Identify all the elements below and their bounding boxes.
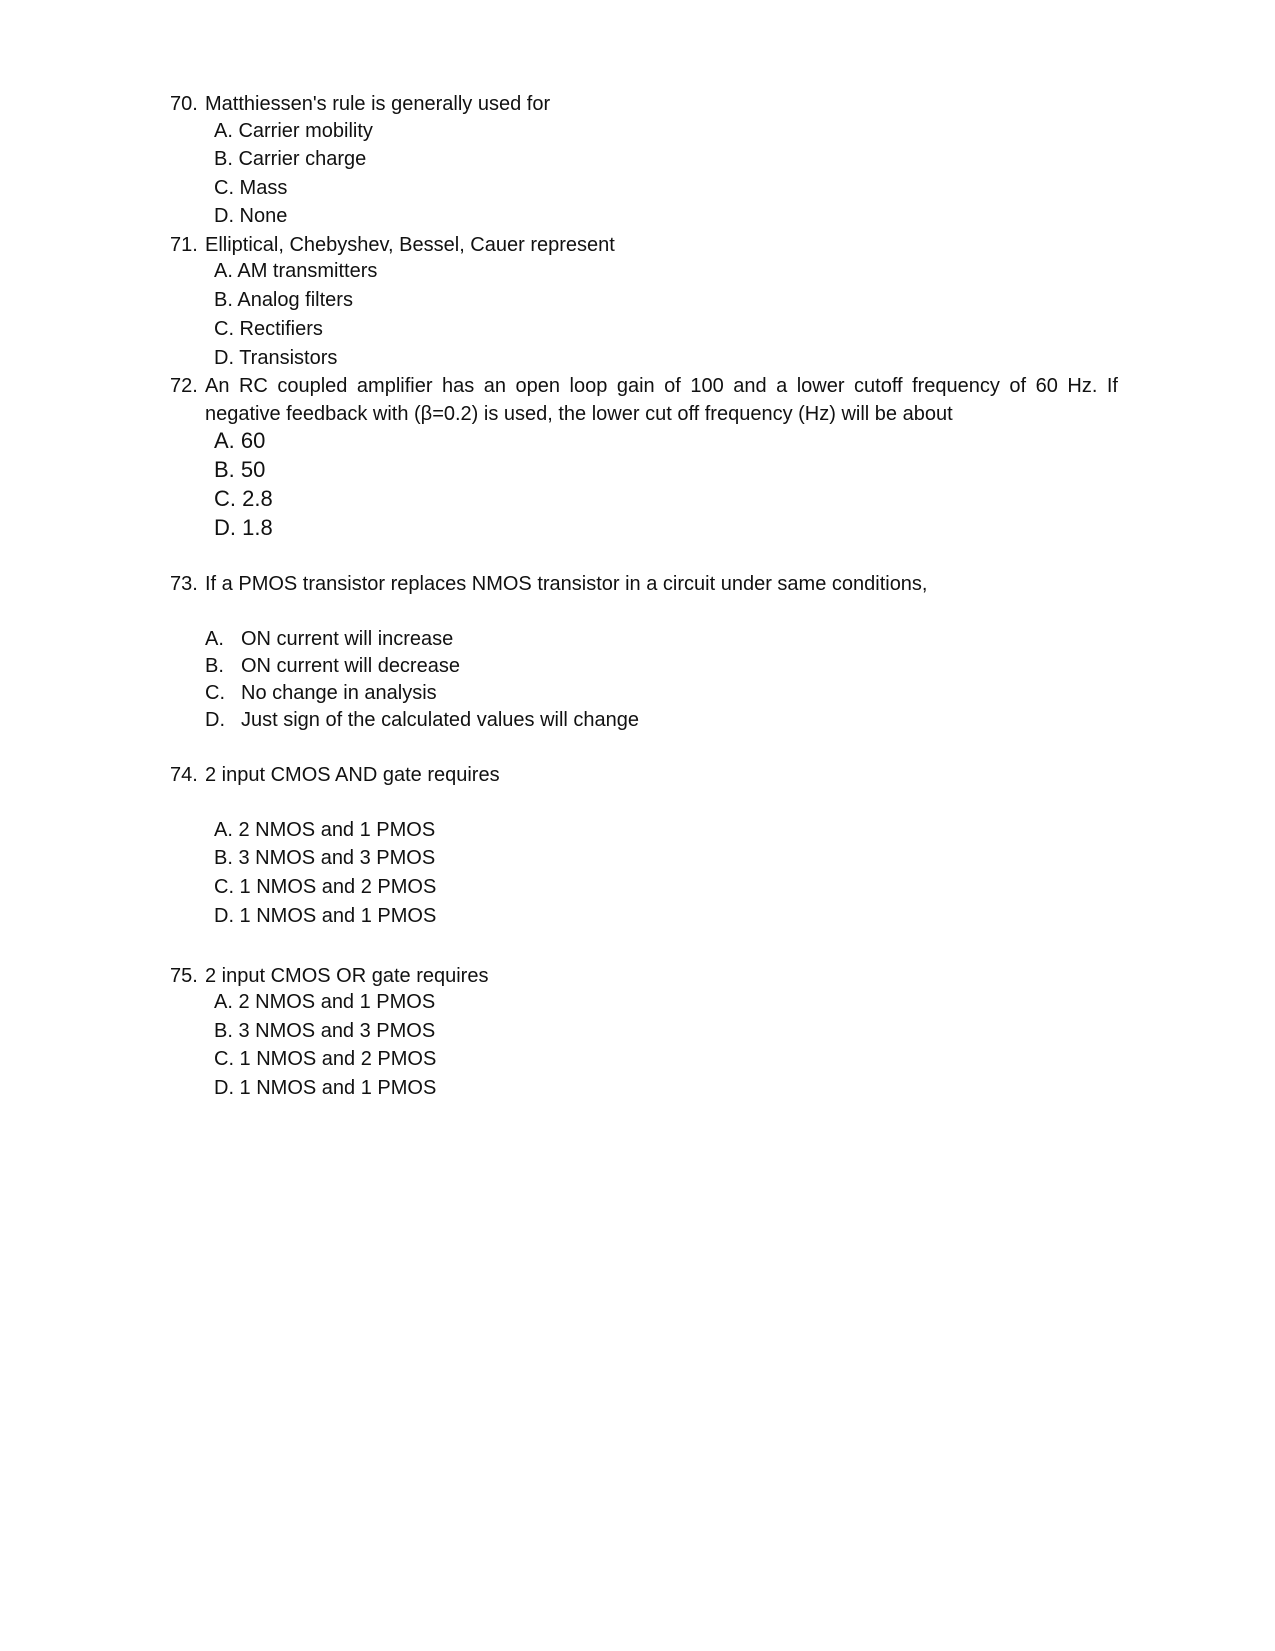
- option: B. 3 NMOS and 3 PMOS: [214, 1020, 436, 1042]
- option: C. 2.8: [214, 486, 273, 511]
- question-text: Matthiessen's rule is generally used for: [205, 93, 551, 115]
- option-text: No change in analysis: [241, 682, 437, 704]
- option: B. Carrier charge: [214, 148, 367, 170]
- option-text: ON current will increase: [241, 628, 454, 650]
- option: C. Mass: [214, 177, 288, 199]
- option: B. 3 NMOS and 3 PMOS: [214, 847, 436, 869]
- option: A. 60: [214, 428, 266, 453]
- question-text: Elliptical, Chebyshev, Bessel, Cauer represent: [205, 234, 615, 256]
- question-text: If a PMOS transistor replaces NMOS transistor in a circuit under same conditions,: [205, 573, 928, 595]
- option: D. 1.8: [214, 515, 273, 540]
- option: B. Analog filters: [214, 289, 353, 311]
- option-letter: B.: [205, 655, 224, 677]
- question-number: 72.: [170, 375, 198, 397]
- option: A. 2 NMOS and 1 PMOS: [214, 991, 436, 1013]
- option-text: Just sign of the calculated values will change: [241, 709, 640, 731]
- option: D. 1 NMOS and 1 PMOS: [214, 905, 437, 927]
- question-text: An RC coupled amplifier has an open loop gain of 100 and a lower cutoff frequency of 60 Hz. If negative feedback with (β=0.2) is used, the lower cut off frequency (Hz) will be about: [205, 375, 1118, 425]
- option: C. Rectifiers: [214, 318, 323, 340]
- option: D. 1 NMOS and 1 PMOS: [214, 1077, 437, 1099]
- question-number: 71.: [170, 234, 198, 256]
- option-letter: A.: [205, 628, 224, 650]
- question-number: 73.: [170, 573, 198, 595]
- question-text: 2 input CMOS OR gate requires: [205, 965, 489, 987]
- question-number: 74.: [170, 764, 198, 786]
- option: A. Carrier mobility: [214, 120, 373, 142]
- option-letter: D.: [205, 709, 225, 731]
- option: A. 2 NMOS and 1 PMOS: [214, 819, 436, 841]
- question-number: 70.: [170, 93, 198, 115]
- option: C. 1 NMOS and 2 PMOS: [214, 876, 437, 898]
- option-letter: C.: [205, 682, 225, 704]
- option: A. AM transmitters: [214, 260, 378, 282]
- question-text: 2 input CMOS AND gate requires: [205, 764, 500, 786]
- option: B. 50: [214, 457, 266, 482]
- option: D. None: [214, 205, 288, 227]
- option: C. 1 NMOS and 2 PMOS: [214, 1048, 437, 1070]
- question-number: 75.: [170, 965, 198, 987]
- option-text: ON current will decrease: [241, 655, 460, 677]
- option: D. Transistors: [214, 347, 338, 369]
